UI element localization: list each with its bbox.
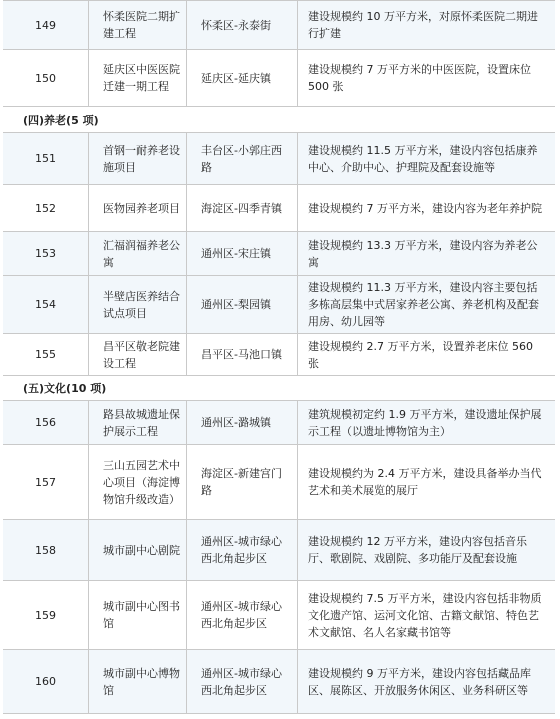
project-description: 建设规模约 7 万平方米，建设内容为老年养护院 — [308, 201, 542, 215]
section-heading: (五)文化(10 项) — [3, 376, 555, 401]
project-description: 建设规模约 13.3 万平方米，建设内容为养老公寓 — [308, 238, 538, 269]
project-location: 怀柔区-永泰街 — [187, 1, 298, 49]
project-description: 建设规模约 7.5 万平方米，建设内容包括非物质文化遗产馆、运河文化馆、古籍文献馆、特色艺术文献馆、名人名家藏书馆等 — [308, 591, 542, 639]
row-number: 154 — [3, 276, 89, 333]
project-description: 建设规模约 11.3 万平方米，建设内容主要包括多栋高层集中式居家养老公寓、养老机构及配套用房、幼儿园等 — [308, 281, 539, 328]
project-name: 城市副中心剧院 — [89, 520, 187, 580]
table-row — [3, 276, 555, 334]
project-description: 建设规模约 7 万平方米的中医医院，设置床位 500 张 — [308, 63, 531, 93]
project-location: 通州区-宋庄镇 — [187, 232, 298, 275]
project-name: 半壁店医养结合试点项目 — [89, 276, 187, 333]
project-name: 三山五园艺术中心项目（海淀博物馆升级改造） — [89, 445, 187, 519]
row-number: 153 — [3, 232, 89, 275]
project-description: 建设规模约为 2.4 万平方米，建设具备举办当代艺术和美术展览的展厅 — [308, 467, 542, 497]
row-number: 150 — [3, 50, 89, 106]
project-name: 首钢一耐养老设施项目 — [89, 133, 187, 184]
row-number: 157 — [3, 445, 89, 519]
project-description: 建设规模约 12 万平方米，建设内容包括音乐厅、歌剧院、戏剧院、多功能厅及配套设施 — [308, 535, 527, 565]
table-row — [3, 1, 555, 50]
row-number: 155 — [3, 334, 89, 375]
project-location: 通州区-潞城镇 — [187, 401, 298, 444]
project-name: 城市副中心图书馆 — [89, 581, 187, 649]
project-name: 路县故城遗址保护展示工程 — [89, 401, 187, 444]
table-row — [3, 133, 555, 185]
section-heading: (四)养老(5 项) — [3, 107, 555, 133]
row-number: 160 — [3, 650, 89, 713]
project-description: 建设规模约 2.7 万平方米，设置养老床位 560 张 — [308, 339, 533, 370]
project-name: 延庆区中医医院迁建一期工程 — [89, 50, 187, 106]
table-row — [3, 581, 555, 650]
project-name: 昌平区敬老院建设工程 — [89, 334, 187, 375]
project-location: 通州区-城市绿心西北角起步区 — [187, 581, 298, 649]
row-number: 149 — [3, 1, 89, 49]
table-row — [3, 50, 555, 107]
table-row — [3, 232, 555, 276]
table-row — [3, 401, 555, 445]
project-location: 延庆区-延庆镇 — [187, 50, 298, 106]
project-name: 汇福润福养老公寓 — [89, 232, 187, 275]
table-row — [3, 520, 555, 581]
row-number: 151 — [3, 133, 89, 184]
row-number: 158 — [3, 520, 89, 580]
project-description: 建筑规模初定约 1.9 万平方米，建设遗址保护展示工程（以遗址博物馆为主） — [308, 407, 542, 438]
row-number: 159 — [3, 581, 89, 649]
project-location: 昌平区-马池口镇 — [187, 334, 298, 375]
table-row — [3, 650, 555, 714]
project-description: 建设规模约 9 万平方米，建设内容包括藏品库区、展陈区、开放服务休闲区、业务科研区等 — [308, 666, 531, 697]
project-location: 通州区-城市绿心西北角起步区 — [187, 650, 298, 713]
project-location: 海淀区-四季青镇 — [187, 185, 298, 231]
project-description: 建设规模约 11.5 万平方米，建设内容包括康养中心、介助中心、护理院及配套设施等 — [308, 143, 538, 174]
project-name: 医物园养老项目 — [89, 185, 187, 231]
project-location: 海淀区-新建宫门路 — [187, 445, 298, 519]
project-description: 建设规模约 10 万平方米，对原怀柔医院二期进行扩建 — [308, 10, 538, 40]
project-name: 城市副中心博物馆 — [89, 650, 187, 713]
row-number: 152 — [3, 185, 89, 231]
row-number: 156 — [3, 401, 89, 444]
table-row — [3, 445, 555, 520]
project-location: 通州区-梨园镇 — [187, 276, 298, 333]
project-location: 丰台区-小郭庄西路 — [187, 133, 298, 184]
table-row — [3, 334, 555, 376]
project-location: 通州区-城市绿心西北角起步区 — [187, 520, 298, 580]
project-name: 怀柔医院二期扩建工程 — [89, 1, 187, 49]
table-row — [3, 185, 555, 232]
